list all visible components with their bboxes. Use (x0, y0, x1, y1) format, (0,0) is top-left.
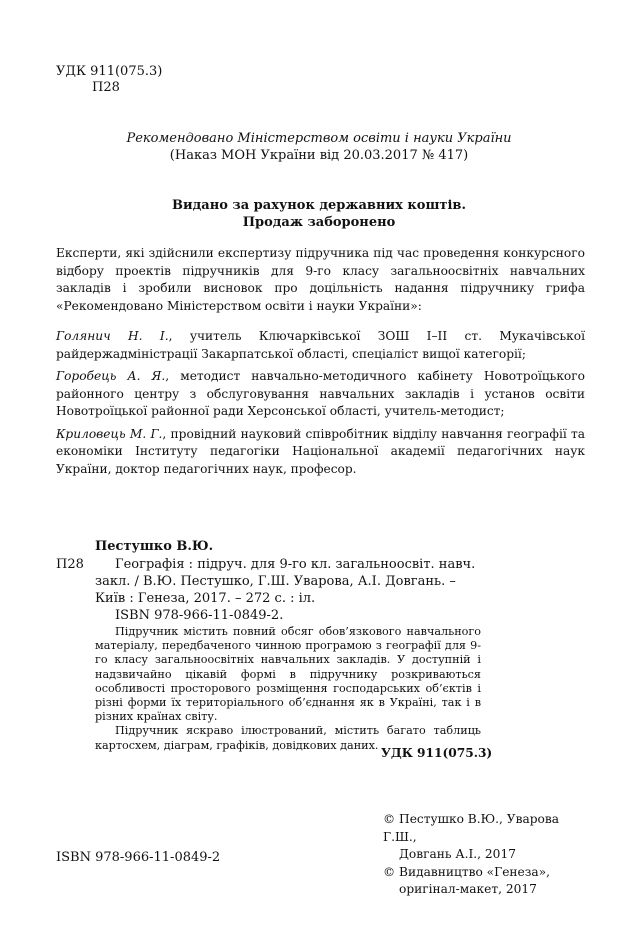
catalog-authors-line: закл. / В.Ю. Пестушко, Г.Ш. Уварова, А.І. Довгань. – (95, 574, 456, 589)
copyright-authors-cont: Довгань А.І., 2017 (399, 847, 516, 861)
shelf-code-top: П28 (92, 80, 120, 95)
catalog-shelf-code: П28 (56, 557, 84, 572)
catalog-isbn: ISBN 978-966-11-0849-2. (115, 608, 284, 623)
expert-description: , методист навчально-методичного кабінету Новотроїцького районного центру з обслуговування навчальних закладів і установ освіти Новотроїцької районної ради Херсонської області, учитель-методист; (56, 369, 585, 418)
catalog-description (95, 556, 495, 624)
funding-notice (56, 197, 582, 231)
catalog-udc: УДК 911(075.3) (381, 746, 493, 760)
expert-entry (56, 368, 585, 421)
annotation-paragraph: Підручник яскраво ілюстрований, містить багато таблиць картосхем, діаграм, графіків, довідкових даних. (95, 724, 481, 752)
expert-description: , провідний науковий співробітник відділу навчання географії та економіки Інституту педагогіки Національної академії педагогічних наук України, доктор педагогічних наук, професор. (56, 426, 585, 476)
expert-name: Голянич Н. І. (56, 329, 169, 343)
experts-intro: Експерти, які здійснили експертизу підручника під час проведення конкурсного відбору проектів підручників для 9-го класу загальноосвітніх навчальних закладів і зробили висновок про доцільність надання підручнику грифа «Рекомендовано Міністерством освіти і науки України»: (56, 246, 585, 313)
catalog-publisher-line: Київ : Генеза, 2017. – 272 с. : іл. (95, 591, 316, 606)
copyright-authors: © Пестушко В.Ю., Уварова Г.Ш., (383, 812, 559, 844)
isbn-bottom: ISBN 978-966-11-0849-2 (56, 850, 221, 865)
annotation-paragraph: Підручник містить повний обсяг обов’язкового навчального матеріалу, передбаченого чинною програмою з географії для 9-го класу загальноосвітніх навчальних закладів. У доступній і надзвичайно цікавій формі в підручнику розкриваються особливості просторового розміщення господарських об’єктів і різні форми їх територіального об’єднання як в Україні, так і в різних країнах світу. (95, 625, 481, 724)
expert-entry (56, 426, 585, 479)
recommendation-line: Рекомендовано Міністерством освіти і науки України (126, 131, 512, 146)
copyright-block (383, 811, 593, 899)
expert-name: Горобець А. Я. (56, 369, 166, 383)
experts-section (56, 245, 585, 478)
copyright-publisher: © Видавництво «Генеза», (383, 864, 550, 879)
recommendation-block (56, 130, 582, 164)
catalog-title-line: Географія : підруч. для 9-го кл. загальноосвіт. навч. (115, 557, 476, 572)
expert-name: Криловець М. Г. (56, 426, 163, 441)
copyright-layout: оригінал-макет, 2017 (399, 882, 537, 896)
funding-line: Видано за рахунок державних коштів. (172, 198, 466, 213)
udc-code-top: УДК 911(075.3) (56, 64, 163, 79)
catalog-annotation (95, 625, 481, 753)
ministry-order-line: (Наказ МОН України від 20.03.2017 № 417) (169, 148, 469, 163)
expert-description: , учитель Ключарківської ЗОШ І–ІІ ст. Мукачівської райдержадміністрації Закарпатської області, спеціаліст вищої категорії; (56, 329, 585, 361)
sale-prohibited-line: Продаж заборонено (242, 215, 396, 230)
catalog-author: Пестушко В.Ю. (95, 539, 214, 554)
expert-entry (56, 328, 585, 363)
